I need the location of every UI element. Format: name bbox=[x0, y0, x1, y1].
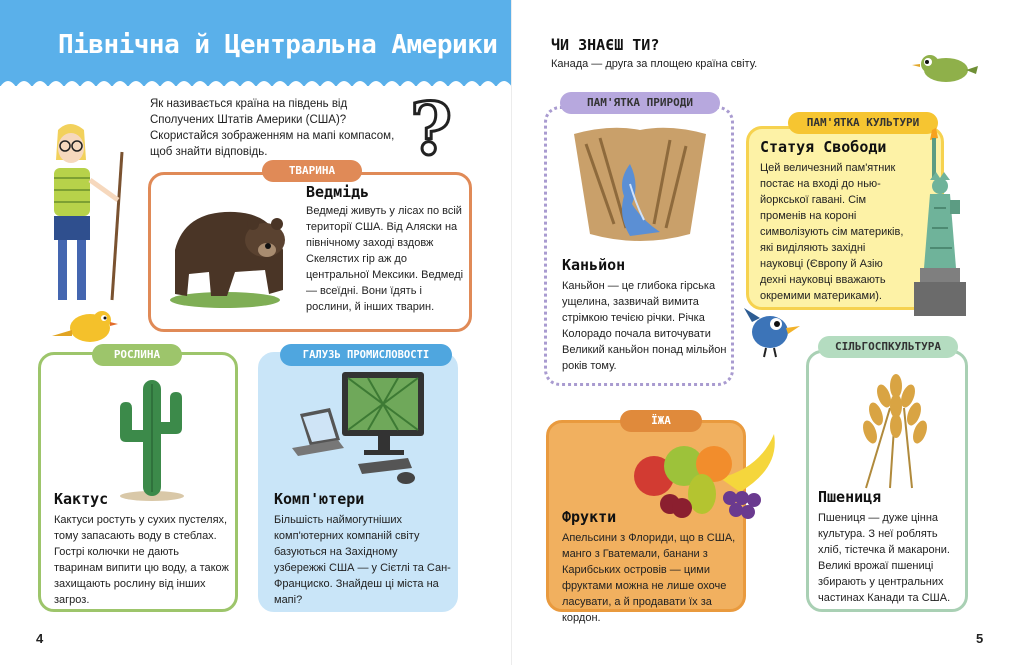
question-mark-icon: ? bbox=[410, 86, 453, 171]
nature-text: Каньйон — це глибока гірська ущелина, зазвичай вимита стрімкою течією річки. Річка Колорадо почала виточувати Великий каньйон понад мільйон років тому. bbox=[562, 280, 727, 372]
culture-tag: ПАМ'ЯТКА КУЛЬТУРИ bbox=[788, 112, 938, 134]
bear-illustration bbox=[165, 190, 300, 310]
nature-title: Каньйон bbox=[562, 256, 626, 274]
nature-tag: ПАМ'ЯТКА ПРИРОДИ bbox=[560, 92, 720, 114]
agriculture-title: Пшениця bbox=[818, 488, 882, 506]
page-title: Північна й Центральна Америки bbox=[58, 30, 498, 60]
computer-illustration bbox=[288, 368, 438, 484]
animal-tag: ТВАРИНА bbox=[262, 160, 362, 182]
girl-illustration bbox=[40, 120, 140, 320]
plant-text: Кактуси ростуть у сухих пустелях, тому запасають воду в стеблах. Гострі колючки не дають тваринам випити цю воду, а також захищають рослину від інших загроз. bbox=[54, 514, 229, 606]
did-you-know-text: Канада — друга за площею країна світу. bbox=[551, 58, 758, 70]
question-text: Як називається країна на південь від Сполучених Штатів Америки (США)? Скористайся зображенням на мапі компасом, щоб знайти відповідь. bbox=[150, 98, 395, 158]
did-you-know-title: ЧИ ЗНАЄШ ТИ? bbox=[551, 36, 660, 54]
agriculture-tag: СІЛЬГОСПКУЛЬТУРА bbox=[818, 336, 958, 358]
culture-text: Цей величезний пам'ятник постає на вході до нью-йоркської гавані. Сім променів на короні символізують сім материків, які виділяють західні науковці (Європу й Азію дехні науковці вважають окремими материками). bbox=[760, 162, 904, 302]
food-tag: ЇЖА bbox=[620, 410, 702, 432]
canyon-illustration bbox=[570, 124, 710, 248]
agriculture-text: Пшениця — дуже цінна культура. З неї роблять хліб, тістечка й макарони. Великі врожаї пшениці збирають у центральних частинах Канади та США. bbox=[818, 512, 951, 604]
culture-title: Статуя Свободи bbox=[760, 138, 887, 156]
industry-text: Більшість наймогутніших комп'ютерних компаній світу базуються на Західному узбережжі США — у Сієтлі та Сан-Франциско. Знайдеш ці міста на мапі? bbox=[274, 514, 451, 606]
industry-title: Комп'ютери bbox=[274, 490, 365, 508]
animal-text: Ведмеді живуть у лісах по всій території США. Від Аляски на північному заході вздовж Скелястих гір аж до центральної Мексики. Ведмеді — всеїдні. Вони їдять і рослини, й інших тварин. bbox=[306, 205, 464, 313]
green-bird-illustration bbox=[910, 48, 980, 88]
wheat-illustration bbox=[846, 368, 936, 492]
cactus-illustration bbox=[112, 372, 192, 502]
blue-bird-illustration bbox=[742, 302, 802, 358]
plant-title: Кактус bbox=[54, 490, 109, 508]
wave-divider bbox=[0, 73, 512, 87]
animal-title: Ведмідь bbox=[306, 183, 370, 201]
plant-tag: РОСЛИНА bbox=[92, 344, 182, 366]
statue-of-liberty-illustration bbox=[908, 128, 972, 318]
fruits-illustration bbox=[630, 428, 780, 524]
page-number-left: 4 bbox=[36, 631, 44, 646]
industry-tag: ГАЛУЗЬ ПРОМИСЛОВОСТІ bbox=[280, 344, 452, 366]
page-number-right: 5 bbox=[976, 631, 984, 646]
food-title: Фрукти bbox=[562, 508, 617, 526]
yellow-bird-illustration bbox=[50, 304, 120, 348]
food-text: Апельсини з Флориди, що в США, манго з Гватемали, банани з Карибських островів — цими фруктами можна не лише охоче ласувати, а й продавати їх за кордон. bbox=[562, 532, 736, 624]
